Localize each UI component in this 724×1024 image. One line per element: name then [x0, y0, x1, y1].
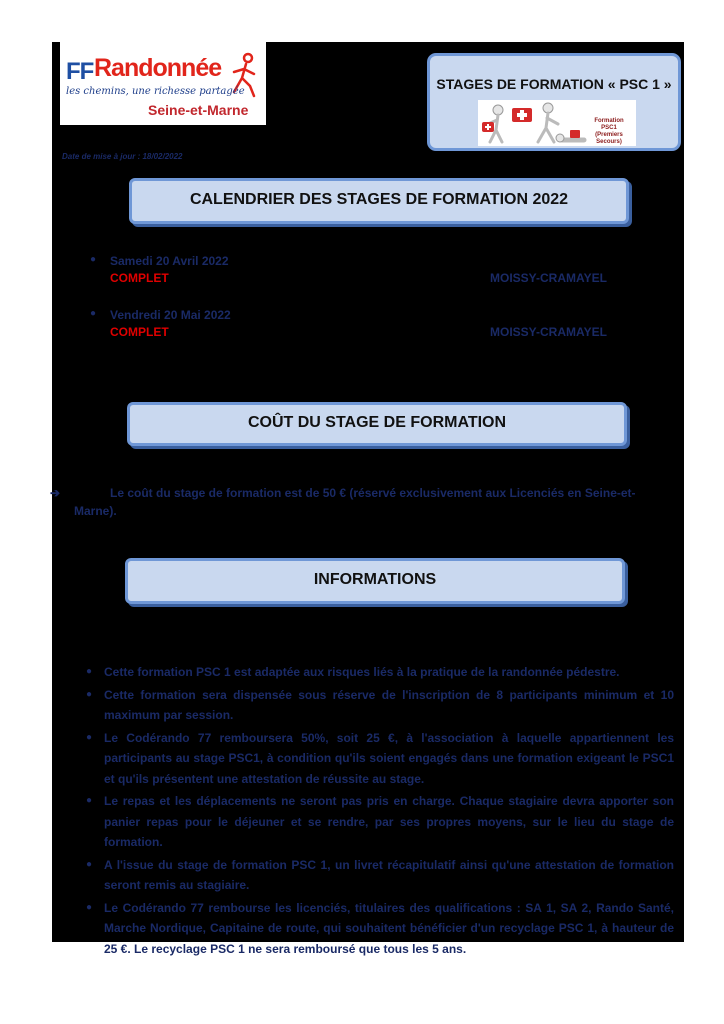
- list-item: [86, 728, 674, 790]
- bullet-icon: ●: [86, 795, 93, 806]
- list-item: [86, 855, 674, 896]
- logo-tagline: les chemins, une richesse partagée: [66, 86, 245, 97]
- informations-heading-text: INFORMATIONS: [313, 571, 437, 588]
- bullet-icon: ●: [86, 666, 93, 677]
- calendar-heading: [129, 178, 629, 224]
- cost-text-line1: Le coût du stage de formation est de 50 € (réservé exclusivement aux Licenciés en Seine-et-: [110, 486, 636, 500]
- informations-list: [86, 662, 674, 961]
- calendar-item-place: MOISSY-CRAMAYEL: [490, 325, 607, 339]
- calendar-item-place: MOISSY-CRAMAYEL: [490, 271, 607, 285]
- cost-heading: [127, 402, 627, 446]
- logo-rando-text: Randonnée: [94, 54, 222, 82]
- illustration-caption-line2: (Premiers Secours): [595, 132, 623, 145]
- bullet-icon: ●: [90, 254, 97, 265]
- logo-department: Seine-et-Marne: [148, 102, 249, 118]
- informations-heading: [125, 558, 625, 604]
- illustration-caption-line1: Formation PSC1: [594, 118, 624, 131]
- bullet-icon: ●: [86, 688, 93, 700]
- arrow-right-icon: ➔: [50, 486, 61, 500]
- list-item: [86, 791, 674, 853]
- calendar-item-status: COMPLET: [110, 325, 169, 339]
- illustration-caption: [586, 118, 632, 146]
- cost-heading-text: COÛT DU STAGE DE FORMATION: [247, 414, 507, 431]
- list-item: [86, 685, 674, 726]
- calendar-item-status: COMPLET: [110, 271, 169, 285]
- list-item-text: Cette formation PSC 1 est adaptée aux risques liés à la pratique de la randonnée pédestre.: [104, 665, 620, 679]
- ffrandonnee-logo: [60, 42, 266, 125]
- document-page: [50, 42, 684, 956]
- bullet-icon: ●: [86, 901, 93, 913]
- list-item-text: Le Codérando 77 rembourse les licenciés, titulaires des qualifications : SA 1, SA 2, Rando Santé, Marche Nordique, Capitaine de route, qui souhaitent bénéficier d'un recyclage PSC 1, à hauteur de 25 €. Le recyclage PSC 1 ne sera remboursé que tous les 5 ans.: [104, 900, 674, 956]
- logo-ff-text: FF: [66, 58, 94, 85]
- bullet-icon: ●: [86, 731, 93, 743]
- list-item-text: A l'issue du stage de formation PSC 1, un livret récapitulatif ainsi qu'une attestation de formation seront remis au stagiaire.: [104, 857, 674, 892]
- list-item: [86, 662, 674, 683]
- bullet-icon: ●: [90, 308, 97, 319]
- first-aid-illustration: [478, 100, 636, 146]
- calendar-item-date: Vendredi 20 Mai 2022: [110, 308, 231, 322]
- first-aid-figures-icon: [478, 100, 588, 146]
- calendar-heading-text: CALENDRIER DES STAGES DE FORMATION 2022: [189, 191, 569, 208]
- psc1-title-box: [427, 53, 681, 151]
- psc1-title: STAGES DE FORMATION « PSC 1 »: [436, 76, 672, 92]
- update-date: Date de mise à jour : 18/02/2022: [62, 152, 183, 161]
- bullet-icon: ●: [86, 858, 93, 870]
- list-item-text: Cette formation sera dispensée sous réserve de l'inscription de 8 participants minimum et 10 maximum par session.: [104, 687, 674, 722]
- calendar-item-date: Samedi 20 Avril 2022: [110, 254, 229, 268]
- cost-text-line2: Marne).: [74, 504, 117, 518]
- list-item-text: Le Codérando 77 remboursera 50%, soit 25 €, à l'association à laquelle appartiennent les participants au stage PSC1, à condition qu'ils soient engagés dans une formation exigeant le PSC1 et qu'ils présentent une attestation de réussite au stage.: [104, 730, 674, 786]
- list-item: [86, 898, 674, 960]
- list-item-text: Le repas et les déplacements ne seront pas pris en charge. Chaque stagiaire devra apporter son panier repas pour le déjeuner et se rendre, par ses propres moyens, sur le lieu du stage de formation.: [104, 794, 674, 849]
